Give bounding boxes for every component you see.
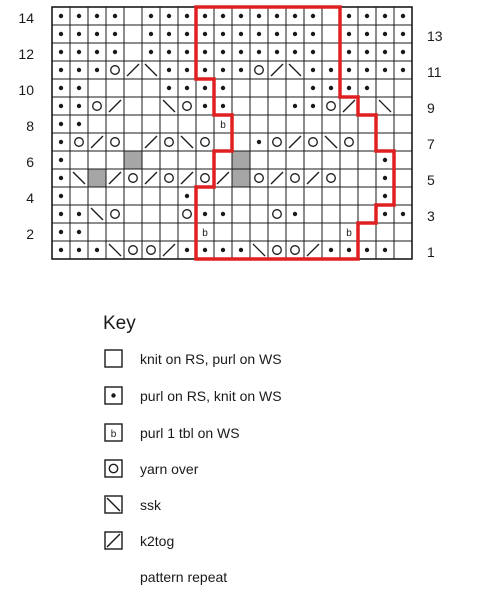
row-number-2: 2: [26, 226, 34, 242]
row-number-12: 12: [18, 46, 34, 62]
row-number-8: 8: [26, 118, 34, 134]
purl-symbol-icon: [104, 386, 124, 406]
row-number-13: 13: [427, 28, 443, 44]
k2tog-symbol-icon: [104, 531, 124, 551]
key-label-k2tog: k2tog: [140, 533, 175, 549]
key-label-tbl: purl 1 tbl on WS: [140, 425, 240, 441]
row-number-1: 1: [427, 244, 435, 260]
key-label-knit: knit on RS, purl on WS: [140, 351, 282, 367]
purl-tbl-glyph: b: [202, 228, 208, 239]
purl-tbl-symbol-icon: [104, 423, 124, 443]
key-title: Key: [103, 313, 136, 334]
row-number-5: 5: [427, 172, 435, 188]
knit-symbol-icon: [104, 349, 124, 369]
row-number-14: 14: [18, 10, 34, 26]
row-number-4: 4: [26, 190, 34, 206]
row-number-10: 10: [18, 82, 34, 98]
key-label-yo: yarn over: [140, 461, 199, 477]
row-number-6: 6: [26, 154, 34, 170]
key-label-repeat: pattern repeat: [140, 569, 228, 585]
yarn-over-symbol-icon: [104, 459, 124, 479]
purl-tbl-glyph: b: [220, 120, 226, 131]
row-number-9: 9: [427, 100, 435, 116]
ssk-symbol-icon: [104, 495, 124, 515]
row-number-3: 3: [427, 208, 435, 224]
purl-tbl-glyph: b: [346, 228, 352, 239]
svg-text:b: b: [110, 429, 117, 440]
key-label-ssk: ssk: [140, 497, 161, 513]
row-number-7: 7: [427, 136, 435, 152]
key-label-purl: purl on RS, knit on WS: [140, 388, 282, 404]
row-number-11: 11: [427, 64, 442, 80]
